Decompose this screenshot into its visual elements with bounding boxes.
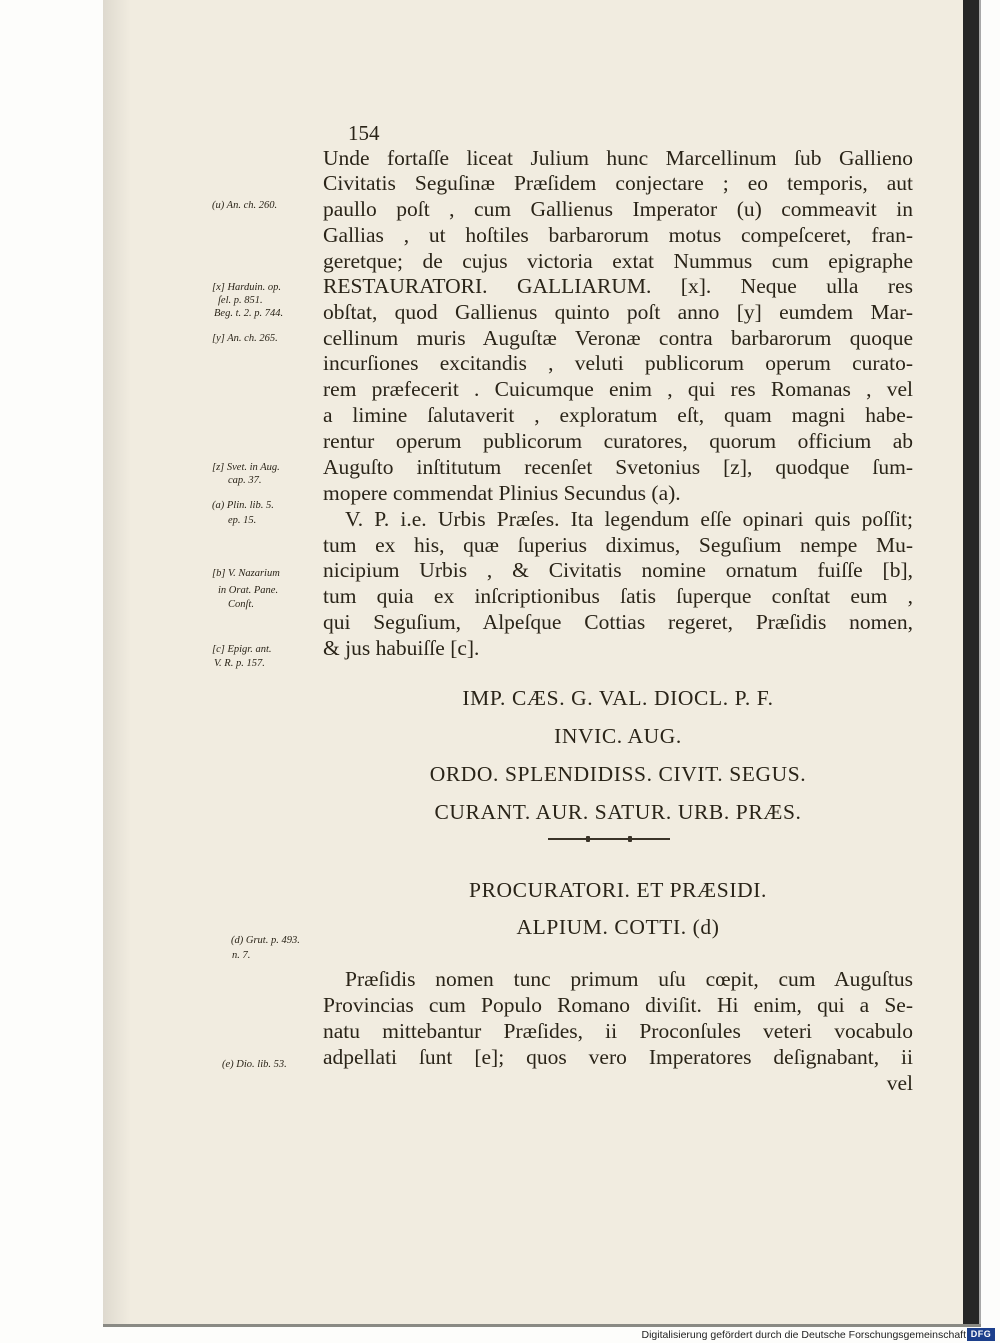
margin-note: Beg. t. 2. p. 744.	[214, 308, 284, 319]
body-line: & jus habuiſſe [c].	[323, 636, 480, 660]
inscription-line: CURANT. AUR. SATUR. URB. PRÆS.	[434, 800, 802, 824]
catchword: vel	[886, 1071, 913, 1095]
body-line: V. P. i.e. Urbis Præſes. Ita legendum eſſe opinari quis poſſit;	[345, 507, 913, 531]
body-line: Unde fortaſſe liceat Julium hunc Marcellinum ſub Gallieno	[323, 146, 913, 170]
page-edge-highlight	[979, 0, 981, 1327]
body-line: tum ex his, quæ ſuperius diximus, Seguſium nempe Mu-	[323, 533, 913, 557]
margin-note: ſel. p. 851.	[218, 295, 263, 306]
body-line: Gallias , ut hoſtiles barbarorum motus compeſceret, fran-	[323, 223, 913, 247]
inscription-line: ALPIUM. COTTI. (d)	[516, 915, 720, 939]
margin-note: (e) Dio. lib. 53.	[222, 1059, 287, 1070]
body-line: rem præfecerit . Cuicumque enim , qui res Romanas , vel	[323, 377, 913, 401]
body-line: qui Seguſium, Alpeſque Cottias regeret, Præſidis nomen,	[323, 610, 913, 634]
body-line: rentur operum publicorum curatores, quorum officium ab	[323, 429, 913, 453]
body-line: tum quia ex inſcriptionibus ſatis ſuperque conſtat eum ,	[323, 584, 913, 608]
body-line: Civitatis Seguſinæ Præſidem conjectare ; eo temporis, aut	[323, 171, 913, 195]
dfg-logo: DFG	[967, 1328, 995, 1341]
margin-note: [x] Harduin. op.	[212, 282, 282, 293]
inscription-line: ORDO. SPLENDIDISS. CIVIT. SEGUS.	[429, 762, 807, 786]
margin-note: [c] Epigr. ant.	[212, 644, 272, 655]
margin-note: [y] An. ch. 265.	[212, 333, 278, 344]
body-line: cellinum muris Auguſtæ Veronæ contra barbarorum quoque	[323, 326, 913, 350]
body-line: incurſiones excitandis , veluti publicorum operum curato-	[323, 351, 913, 375]
body-line: mopere commendat Plinius Secundus (a).	[323, 481, 681, 505]
body-line: a limine ſalutaverit , exploratum eſt, quam magni habe-	[323, 403, 913, 427]
body-line: geretque; de cujus victoria extat Nummus cum epigraphe	[323, 249, 913, 273]
body-line: RESTAURATORI. GALLIARUM. [x]. Neque ulla res	[323, 274, 913, 298]
digitization-credit: Digitalisierung gefördert durch die Deutsche Forschungsgemeinschaft	[641, 1329, 966, 1341]
margin-note: [b] V. Nazarium	[212, 568, 280, 579]
ornamental-rule	[548, 836, 670, 842]
margin-note: (u) An. ch. 260.	[212, 200, 278, 211]
body-line: obſtat, quod Gallienus quinto poſt anno [y] eumdem Mar-	[323, 300, 913, 324]
page-bottom-edge	[103, 1324, 981, 1327]
inscription-line: IMP. CÆS. G. VAL. DIOCL. P. F.	[462, 686, 774, 710]
margin-note: n. 7.	[232, 950, 251, 961]
margin-note: Conſt.	[228, 599, 254, 610]
body-line: paullo poſt , cum Gallienus Imperator (u) commeavit in	[323, 197, 913, 221]
margin-note: [z] Svet. in Aug.	[212, 462, 280, 473]
margin-note: cap. 37.	[228, 475, 262, 486]
margin-note: ep. 15.	[228, 515, 257, 526]
page-fold-shadow	[103, 0, 131, 1327]
body-line: Auguſto inſtitutum recenſet Svetonius [z], quodque ſum-	[323, 455, 913, 479]
body-line: Provincias cum Populo Romano diviſit. Hi enim, qui a Se-	[323, 993, 913, 1017]
page-number: 154	[348, 121, 380, 145]
body-line: nicipium Urbis , & Civitatis nomine ornatum fuiſſe [b],	[323, 558, 913, 582]
margin-note: (a) Plin. lib. 5.	[212, 500, 274, 511]
body-line: Præſidis nomen tunc primum uſu cœpit, cum Auguſtus	[345, 967, 913, 991]
margin-note: in Orat. Pane.	[218, 585, 279, 596]
page-edge	[963, 0, 979, 1327]
margin-note: V. R. p. 157.	[214, 658, 265, 669]
body-line: adpellati ſunt [e]; quos vero Imperatores deſignabant, ii	[323, 1045, 913, 1069]
body-line: natu mittebantur Præſides, ii Proconſules veteri vocabulo	[323, 1019, 913, 1043]
inscription-line: INVIC. AUG.	[554, 724, 682, 748]
inscription-line: PROCURATORI. ET PRÆSIDI.	[469, 878, 767, 902]
margin-note: (d) Grut. p. 493.	[231, 935, 300, 946]
